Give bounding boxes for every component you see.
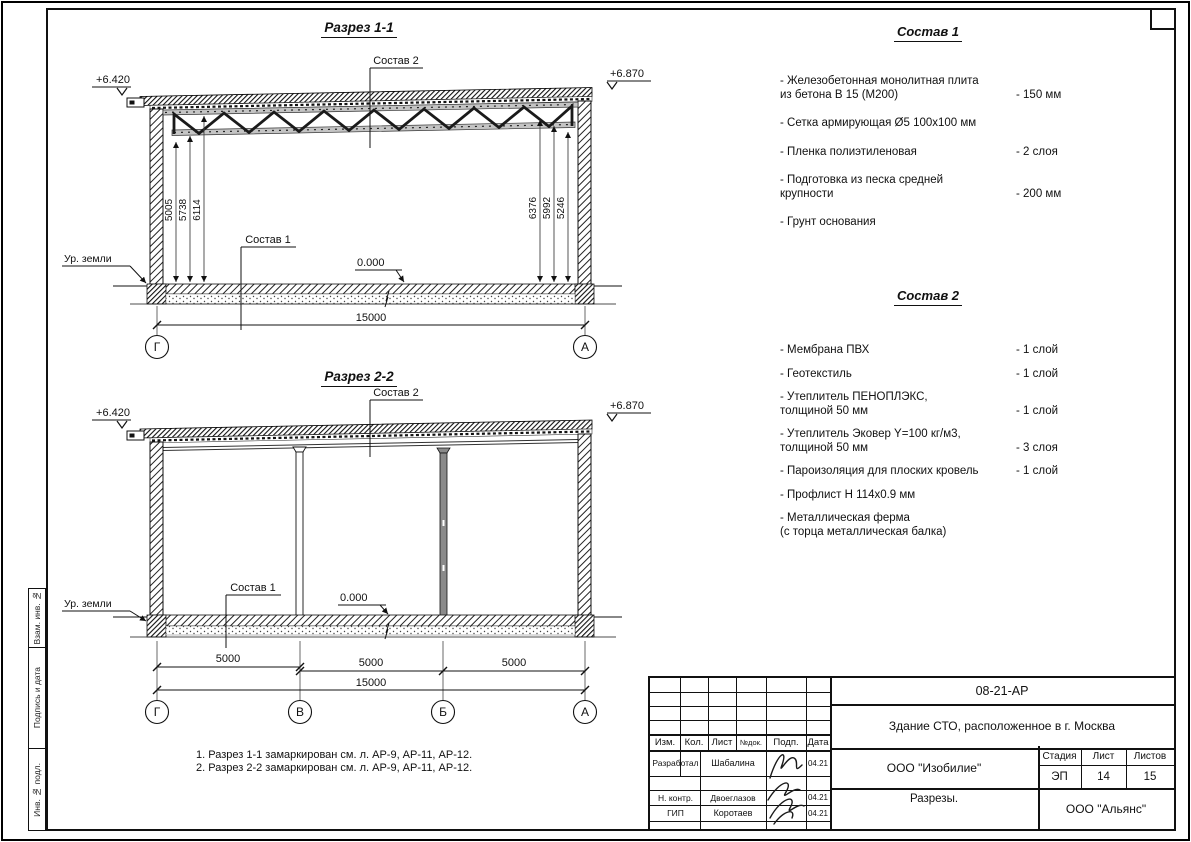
elevation-value: +6.420	[96, 74, 130, 86]
stage-header: Стадия	[1042, 751, 1077, 762]
name-gip: Коротаев	[713, 808, 753, 818]
ground-label: Ур. земли	[64, 598, 112, 610]
stage-value: ЭП	[1051, 770, 1068, 783]
document-number: 08-21-АР	[975, 684, 1029, 698]
material-value: - 150 мм	[1016, 88, 1062, 101]
note-line: 1. Разрез 1-1 замаркирован см. л. АР-9, АР-11, АР-12.	[196, 749, 473, 761]
date-norm-control: 04.21	[807, 793, 829, 802]
material-value: - 200 мм	[1016, 187, 1062, 200]
col-header-kol: Кол.	[684, 736, 704, 748]
material-value: - 1 слой	[1016, 367, 1059, 380]
signature-developer	[770, 755, 802, 778]
project-title: Здание СТО, расположенное в г. Москва	[888, 719, 1116, 733]
height-dim: 5246	[556, 196, 567, 220]
title-block	[648, 676, 1176, 831]
elevation-value: +6.420	[96, 407, 130, 419]
material-item: - Подготовка из песка средней крупности - 200 мм	[780, 174, 1076, 201]
span-dim: 5000	[215, 653, 241, 665]
level-value: 0.000	[357, 257, 385, 269]
material-value: - 1 слой	[1016, 344, 1059, 356]
contractor-org: ООО "Альянс"	[1065, 801, 1147, 816]
material-item: - Железобетонная монолитная плита из бетона В 15 (М200) - 150 мм	[780, 75, 1076, 102]
section-2-2-title: Разрез 2-2	[297, 369, 421, 387]
note-line: 2. Разрез 2-2 замаркирован см. л. АР-9, АР-11, АР-12.	[196, 762, 473, 774]
material-item: - Мембрана ПВХ - 1 слой	[780, 344, 1076, 358]
axis-letter: Б	[439, 705, 447, 719]
material-item: - Геотекстиль - 1 слой	[780, 368, 1076, 382]
sostav-2-heading: Состав 2	[780, 288, 1076, 306]
col-header-data: Дата	[807, 736, 829, 748]
col-header-list: Лист	[711, 736, 733, 748]
height-dim: 6114	[192, 199, 203, 221]
name-norm-control: Двоеглазов	[710, 792, 756, 803]
frame-cell-vzam: Взам. инв. №	[28, 588, 46, 648]
axis-letter: Г	[153, 705, 161, 719]
axis-letter: Г	[153, 340, 161, 354]
sheet-name: Разрезы.	[909, 793, 959, 805]
axis-letter: А	[580, 340, 590, 354]
col-header-izm: Изм.	[654, 736, 676, 748]
sheet-header: Лист	[1092, 751, 1115, 762]
date-developer: 04.21	[807, 758, 829, 768]
leader-label: Состав 2	[373, 55, 419, 67]
role-developer: Разработал	[652, 758, 699, 768]
date-gip: 04.21	[807, 808, 829, 818]
col-header-ndok: №док.	[740, 737, 762, 747]
total-dim: 15000	[355, 312, 387, 324]
design-org: ООО "Изобилие"	[886, 761, 982, 775]
leader-label: Состав 2	[373, 387, 419, 399]
material-item: - Пароизоляция для плоских кровель - 1 слой	[780, 465, 1076, 479]
height-dim: 5992	[542, 196, 553, 220]
level-value: 0.000	[340, 592, 368, 604]
sheet-value: 14	[1097, 770, 1110, 783]
material-value: - 1 слой	[1016, 404, 1059, 417]
frame-cell-inv: Инв. № подл.	[28, 748, 46, 831]
sostav-1-heading: Состав 1	[780, 24, 1076, 42]
role-norm-control: Н. контр.	[657, 792, 694, 803]
span-dim: 5000	[358, 657, 384, 669]
corner-stamp-box	[1150, 8, 1176, 30]
role-gip: ГИП	[667, 808, 684, 818]
material-item: - Профлист Н 114x0.9 мм	[780, 488, 916, 501]
span-dim: 5000	[501, 657, 527, 669]
height-dim: 5005	[164, 198, 175, 222]
col-header-podp: Подп.	[773, 736, 799, 748]
material-item: - Утеплитель Эковер Y=100 кг/м3, толщиной 50 мм - 3 слоя	[780, 428, 1076, 455]
total-dim: 15000	[355, 677, 387, 689]
axis-letter: В	[295, 705, 305, 719]
name-developer: Шабалина	[711, 758, 755, 768]
material-item: - Грунт основания	[780, 216, 876, 228]
material-item: - Утеплитель ПЕНОПЛЭКС, толщиной 50 мм - 1 слой	[780, 391, 1076, 418]
elevation-value: +6.870	[610, 68, 644, 80]
handwritten-signatures	[764, 748, 808, 829]
material-value: - 3 слоя	[1016, 441, 1058, 454]
sheets-value: 15	[1143, 770, 1157, 783]
height-dim: 6376	[528, 196, 539, 220]
material-item: - Сетка армирующая Ø5 100x100 мм	[780, 117, 977, 129]
sheets-header: Листов	[1133, 751, 1167, 762]
axis-letter: А	[580, 705, 590, 719]
leader-label: Состав 1	[230, 582, 276, 594]
elevation-value: +6.870	[610, 400, 644, 412]
material-item: - Пленка полиэтиленовая - 2 слоя	[780, 146, 1076, 160]
height-dim: 5738	[178, 198, 189, 222]
material-value: - 2 слоя	[1016, 145, 1058, 158]
signature-ncontr-gip	[768, 783, 804, 824]
material-value: - 1 слой	[1016, 465, 1059, 477]
frame-cell-podpis-data: Подпись и дата	[28, 647, 46, 749]
material-item: - Металлическая ферма (с торца металлическая балка)	[780, 512, 947, 538]
leader-label: Состав 1	[245, 234, 291, 246]
section-1-1-title: Разрез 1-1	[297, 20, 421, 38]
ground-label: Ур. земли	[64, 253, 112, 265]
